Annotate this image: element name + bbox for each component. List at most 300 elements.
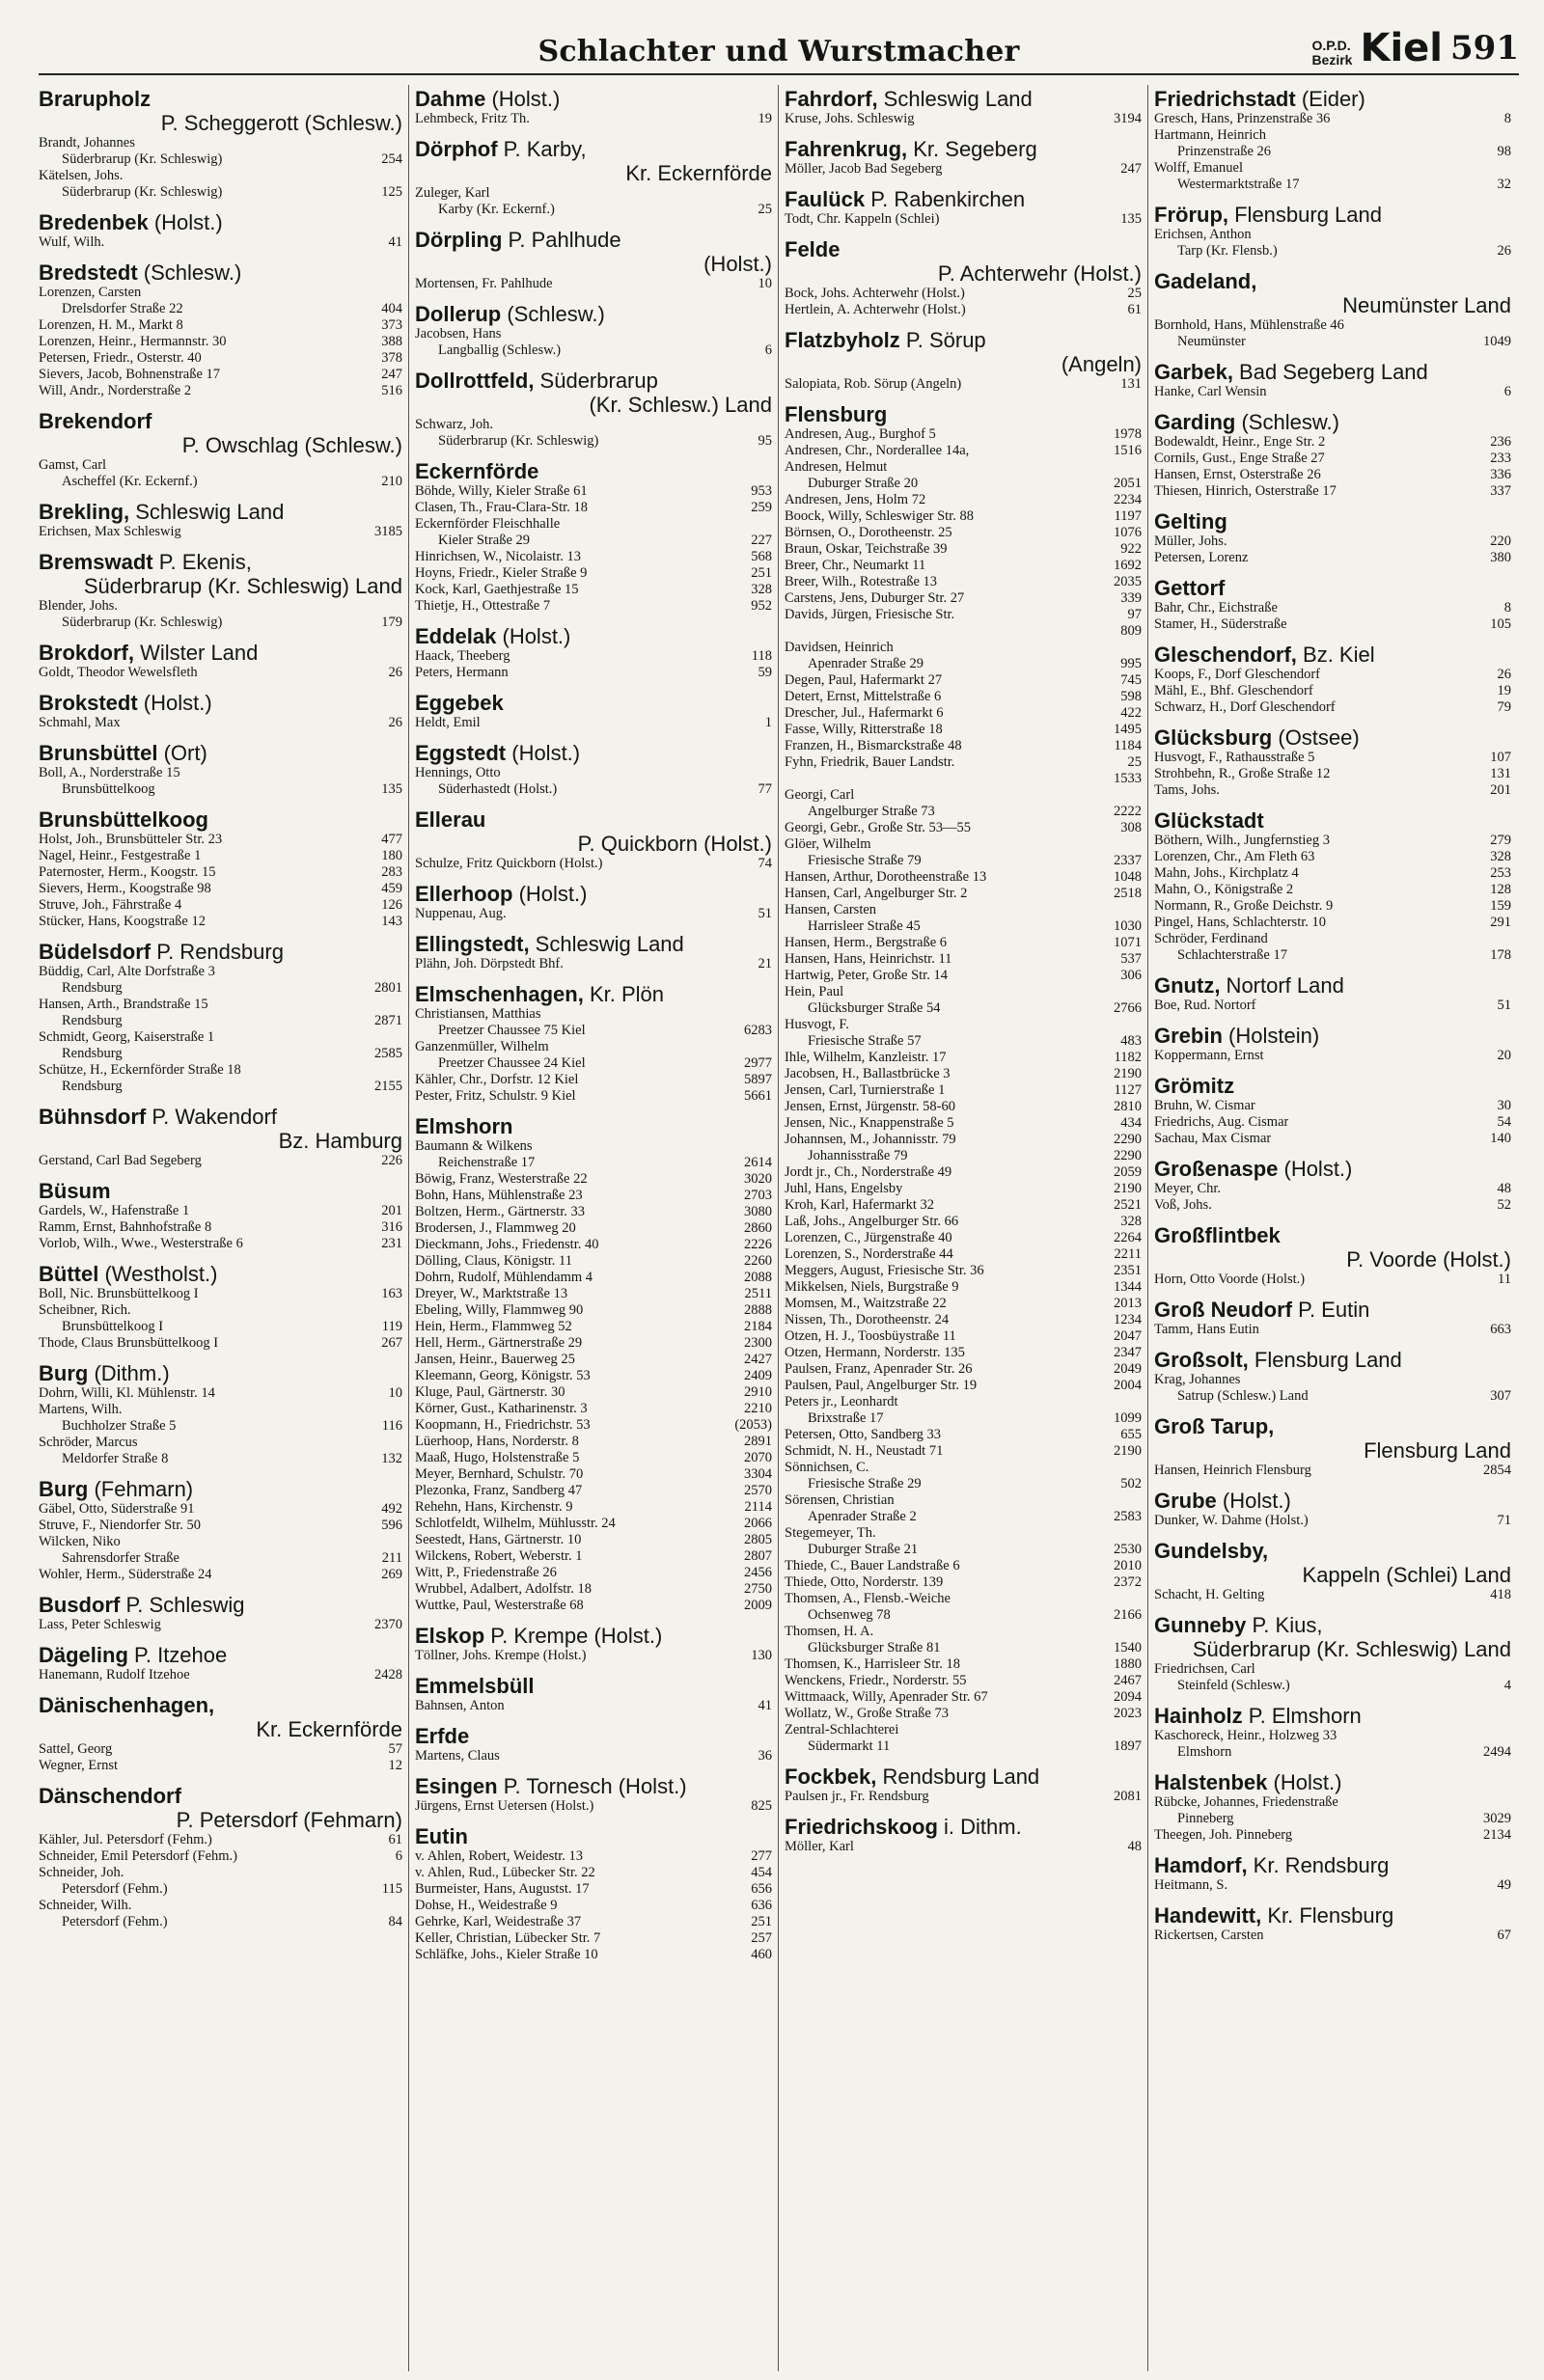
- listing-row: [1154, 947, 1511, 964]
- phone-number: 2456: [744, 1565, 772, 1580]
- phone-number: 19: [758, 111, 772, 126]
- listing-name: Angelburger Straße 73: [808, 804, 935, 819]
- place-heading: [415, 137, 772, 161]
- place-heading: [39, 1361, 402, 1385]
- phone-number: 2009: [744, 1598, 772, 1613]
- place-heading: [39, 550, 402, 574]
- phone-number: 143: [381, 914, 402, 929]
- place-heading: [39, 87, 402, 111]
- place-heading: [415, 228, 772, 252]
- phone-number: 2351: [1114, 1263, 1142, 1278]
- place-block: [39, 550, 402, 631]
- listing-name: Jordt jr., Ch., Norderstraße 49: [785, 1164, 952, 1180]
- listing-name: Kleemann, Georg, Königstr. 53: [415, 1368, 591, 1383]
- listing-name: Horn, Otto Voorde (Holst.): [1154, 1272, 1306, 1287]
- listing-name: Lorenzen, Chr., Am Fleth 63: [1154, 849, 1315, 864]
- listing-name: Hansen, Arth., Brandstraße 15: [39, 997, 208, 1012]
- listing-name: Hinrichsen, W., Nicolaistr. 13: [415, 549, 581, 564]
- opd-line2: Bezirk: [1311, 52, 1353, 68]
- phone-number: 2427: [744, 1352, 772, 1367]
- listing-row: [1154, 483, 1511, 500]
- place-block: [1154, 1853, 1511, 1894]
- place-name: Dägeling: [39, 1643, 128, 1667]
- phone-number: 596: [381, 1518, 402, 1533]
- place-name: Bredenbek: [39, 210, 149, 234]
- listing-row: [415, 1914, 772, 1930]
- phone-number: 128: [1490, 882, 1511, 897]
- phone-number: 61: [1127, 302, 1142, 317]
- listing-name: Tarp (Kr. Flensb.): [1177, 243, 1278, 259]
- listing-row: [39, 980, 402, 997]
- listing-row: [415, 715, 772, 731]
- listing-name: Bruhn, W. Cismar: [1154, 1098, 1255, 1113]
- phone-number: 516: [381, 383, 402, 398]
- place-name: Brunsbüttel: [39, 741, 158, 765]
- phone-number: 328: [751, 582, 772, 597]
- listing-row: [415, 1401, 772, 1417]
- phone-number: 1692: [1114, 558, 1142, 573]
- listing-name: Kieler Straße 29: [438, 533, 531, 548]
- listing-name: Westermarktstraße 17: [1177, 177, 1300, 192]
- listing-row: [785, 623, 1142, 640]
- listing-row: [785, 1197, 1142, 1214]
- place-name: Burg: [39, 1477, 89, 1501]
- listing-row: [785, 640, 1142, 656]
- listing-row: [415, 1930, 772, 1947]
- phone-number: 2854: [1483, 1463, 1511, 1478]
- listing-row: [785, 918, 1142, 935]
- phone-number: 257: [751, 1930, 772, 1946]
- listing-name: Schlachterstraße 17: [1177, 947, 1287, 963]
- place-postal-line: P. Owschlag (Schlesw.): [181, 433, 402, 457]
- phone-number: 1071: [1114, 935, 1142, 950]
- place-postal: (Holst.): [512, 882, 588, 906]
- listing-name: Wittmaack, Willy, Apenrader Str. 67: [785, 1689, 988, 1705]
- listing-name: Gresch, Hans, Prinzenstraße 36: [1154, 111, 1331, 126]
- place-block: [1154, 509, 1511, 566]
- listing-row: [415, 549, 772, 565]
- listing-name: Kähler, Jul. Petersdorf (Fehm.): [39, 1832, 212, 1847]
- listing-name: Friesische Straße 79: [808, 853, 922, 868]
- listing-row: [39, 1219, 402, 1236]
- place-postal-line: P. Scheggerott (Schlesw.): [160, 111, 402, 135]
- place-postal: (Fehmarn): [88, 1477, 194, 1501]
- place-block: [39, 500, 402, 540]
- listing-name: Stücker, Hans, Koogstraße 12: [39, 914, 206, 929]
- listing-name: Sönnichsen, C.: [785, 1460, 869, 1475]
- listing-name: Cornils, Gust., Enge Straße 27: [1154, 451, 1325, 466]
- listing-name: Sörensen, Christian: [785, 1492, 895, 1508]
- place-postal: Nortorf Land: [1220, 973, 1344, 998]
- place-postal: (Holst.): [506, 741, 581, 765]
- phone-number: 236: [1490, 434, 1511, 450]
- listing-name: Apenrader Straße 2: [808, 1509, 917, 1524]
- phone-number: 36: [758, 1748, 772, 1764]
- listing-name: Satrup (Schlesw.) Land: [1177, 1388, 1309, 1404]
- place-postal-line: Süderbrarup (Kr. Schleswig) Land: [1192, 1637, 1511, 1661]
- phone-number: 995: [1120, 656, 1142, 671]
- columns: [39, 85, 1519, 2371]
- phone-number: 25: [1127, 286, 1142, 301]
- phone-number: 1076: [1114, 525, 1142, 540]
- listing-row: [39, 598, 402, 615]
- place-name: Burg: [39, 1361, 89, 1385]
- listing-name: Salopiata, Rob. Sörup (Angeln): [785, 376, 962, 392]
- listing-row: [785, 1476, 1142, 1492]
- listing-name: Voß, Johs.: [1154, 1197, 1212, 1213]
- phone-number: 74: [758, 856, 772, 871]
- listing-name: Husvogt, F.: [785, 1017, 849, 1032]
- phone-number: 291: [1490, 915, 1511, 930]
- listing-row: [1154, 227, 1511, 243]
- phone-number: 2583: [1114, 1509, 1142, 1524]
- place-heading: [39, 1784, 402, 1808]
- listing-name: Witt, P., Friedenstraße 26: [415, 1565, 557, 1580]
- phone-number: 98: [1497, 144, 1511, 159]
- listing-row: [39, 1617, 402, 1633]
- place-heading: [415, 1624, 772, 1648]
- listing-name: Boock, Willy, Schleswiger Str. 88: [785, 508, 974, 524]
- listing-row: [39, 1881, 402, 1898]
- listing-row: [785, 1427, 1142, 1443]
- listing-row: [39, 1418, 402, 1435]
- place-postal: (Schlesw.): [137, 260, 242, 285]
- place-heading: [1154, 509, 1511, 533]
- place-heading: [785, 87, 1142, 111]
- phone-number: 2337: [1114, 853, 1142, 868]
- phone-number: 2260: [744, 1253, 772, 1269]
- listing-row: [39, 334, 402, 350]
- listing-name: Hanemann, Rudolf Itzehoe: [39, 1667, 190, 1682]
- listing-row: [415, 417, 772, 433]
- listing-name: Kluge, Paul, Gärtnerstr. 30: [415, 1384, 565, 1400]
- listing-row: [785, 1099, 1142, 1115]
- listing-name: Boll, Nic. Brunsbüttelkoog I: [39, 1286, 199, 1301]
- listing-name: Thiede, Otto, Norderstr. 139: [785, 1574, 944, 1590]
- phone-number: 8: [1503, 111, 1511, 126]
- listing-name: Paulsen, Franz, Apenrader Str. 26: [785, 1361, 973, 1377]
- phone-number: 460: [751, 1947, 772, 1962]
- phone-number: 328: [1120, 1214, 1142, 1229]
- listing-row: [785, 820, 1142, 836]
- place-block: [415, 302, 772, 359]
- place-heading: [415, 982, 772, 1006]
- phone-number: 422: [1120, 705, 1142, 721]
- listing-name: Pingel, Hans, Schlachterstr. 10: [1154, 915, 1327, 930]
- phone-number: 2190: [1114, 1443, 1142, 1459]
- listing-name: Koppermann, Ernst: [1154, 1048, 1264, 1063]
- phone-number: 247: [381, 367, 402, 382]
- listing-row: [415, 1072, 772, 1088]
- place-name: Handewitt,: [1154, 1903, 1262, 1928]
- place-name: Eddelak: [415, 624, 497, 648]
- place-name: Bühnsdorf: [39, 1105, 147, 1129]
- place-postal: (Holst.): [485, 87, 561, 111]
- listing-row: [785, 476, 1142, 492]
- listing-row: [785, 161, 1142, 178]
- phone-number: 107: [1490, 750, 1511, 765]
- place-heading: [39, 1593, 402, 1617]
- listing-row: [415, 765, 772, 781]
- phone-number: 2810: [1114, 1099, 1142, 1114]
- listing-row: [785, 1312, 1142, 1328]
- listing-row: [785, 1591, 1142, 1607]
- phone-number: 3194: [1114, 111, 1142, 126]
- place-heading: [415, 87, 772, 111]
- phone-number: 253: [1490, 865, 1511, 881]
- listing-row: [1154, 782, 1511, 799]
- listing-row: [415, 276, 772, 292]
- place-name: Brarupholz: [39, 87, 152, 111]
- listing-name: Erichsen, Anthon: [1154, 227, 1252, 242]
- listing-name: Heldt, Emil: [415, 715, 481, 730]
- phone-number: 2750: [744, 1581, 772, 1597]
- listing-name: Harrisleer Straße 45: [808, 918, 921, 934]
- place-block: [39, 1179, 402, 1252]
- phone-number: 2013: [1114, 1296, 1142, 1311]
- phone-number: 259: [751, 500, 772, 515]
- listing-row: [785, 689, 1142, 705]
- phone-number: 568: [751, 549, 772, 564]
- listing-name: Tams, Johs.: [1154, 782, 1220, 798]
- listing-name: Dohrn, Rudolf, Mühlendamm 4: [415, 1270, 593, 1285]
- listing-name: Thiesen, Hinrich, Osterstraße 17: [1154, 483, 1337, 499]
- listing-name: Otzen, H. J., Toosbüystraße 11: [785, 1328, 956, 1344]
- place-heading: [39, 1693, 402, 1717]
- listing-row: [1154, 144, 1511, 160]
- phone-number: 6: [764, 342, 772, 358]
- listing-row: [39, 615, 402, 631]
- place-block: [1154, 1539, 1511, 1603]
- listing-row: [1154, 1811, 1511, 1827]
- listing-row: [785, 754, 1142, 771]
- phone-number: 3185: [374, 524, 402, 539]
- listing-name: Stegemeyer, Th.: [785, 1525, 876, 1541]
- listing-name: Juhl, Hans, Engelsby: [785, 1181, 903, 1196]
- listing-row: [1154, 882, 1511, 898]
- phone-number: 1099: [1114, 1410, 1142, 1426]
- place-postal-line: Süderbrarup (Kr. Schleswig) Land: [83, 574, 402, 598]
- listing-row: [1154, 317, 1511, 334]
- place-block: [39, 1784, 402, 1930]
- place-heading: [1154, 1903, 1511, 1928]
- phone-number: 953: [751, 483, 772, 499]
- phone-number: 2511: [744, 1286, 772, 1301]
- phone-number: 502: [1120, 1476, 1142, 1491]
- phone-number: 267: [381, 1335, 402, 1351]
- listing-row: [415, 433, 772, 450]
- listing-row: [1154, 667, 1511, 683]
- phone-number: 2570: [744, 1483, 772, 1498]
- listing-name: Mähl, E., Bhf. Gleschendorf: [1154, 683, 1313, 698]
- listing-row: [39, 1153, 402, 1169]
- place-block: [415, 691, 772, 731]
- listing-name: Prinzenstraße 26: [1177, 144, 1272, 159]
- place-postal: Rendsburg Land: [876, 1764, 1040, 1789]
- listing-name: Jacobsen, Hans: [415, 326, 502, 342]
- listing-name: Reichenstraße 17: [438, 1155, 536, 1170]
- listing-row: [415, 1023, 772, 1039]
- phone-number: 48: [1497, 1181, 1511, 1196]
- listing-name: Krag, Johannes: [1154, 1372, 1241, 1387]
- listing-row: [785, 1017, 1142, 1033]
- phone-number: 492: [381, 1501, 402, 1517]
- listing-row: [415, 665, 772, 681]
- place-name: Felde: [785, 237, 841, 261]
- listing-row: [1154, 127, 1511, 144]
- phone-number: 2521: [1114, 1197, 1142, 1213]
- phone-number: 97: [1127, 607, 1142, 622]
- listing-name: Hanke, Carl Wensin: [1154, 384, 1267, 399]
- listing-name: Jansen, Heinr., Bauerweg 25: [415, 1352, 575, 1367]
- listing-row: [39, 864, 402, 881]
- listing-name: Dohse, H., Weidestraße 9: [415, 1898, 558, 1913]
- listing-row: [39, 1079, 402, 1095]
- place-heading: [39, 691, 402, 715]
- listing-name: Maaß, Hugo, Holstenstraße 5: [415, 1450, 580, 1465]
- listing-name: Bornhold, Hans, Mühlenstraße 46: [1154, 317, 1344, 333]
- listing-row: [1154, 111, 1511, 127]
- phone-number: 2023: [1114, 1706, 1142, 1721]
- place-heading: [39, 409, 402, 433]
- listing-row: [785, 1443, 1142, 1460]
- listing-row: [785, 1607, 1142, 1624]
- phone-number: 163: [381, 1286, 402, 1301]
- phone-number: 233: [1490, 451, 1511, 466]
- listing-row: [1154, 1513, 1511, 1529]
- phone-number: 404: [381, 301, 402, 316]
- place-postal-line: Bz. Hamburg: [278, 1129, 402, 1153]
- listing-name: Bohn, Hans, Mühlenstraße 23: [415, 1188, 583, 1203]
- place-postal: P. Rendsburg: [151, 940, 284, 964]
- place-heading: [1154, 1298, 1511, 1322]
- listing-row: [785, 1164, 1142, 1181]
- phone-number: 84: [388, 1914, 402, 1929]
- place-block: [415, 228, 772, 292]
- phone-number: 316: [381, 1219, 402, 1235]
- listing-row: [785, 211, 1142, 228]
- listing-row: [785, 1263, 1142, 1279]
- phone-number: 4: [1503, 1678, 1511, 1693]
- phone-number: 663: [1490, 1322, 1511, 1337]
- place-name: Eckernförde: [415, 459, 539, 483]
- listing-row: [785, 1230, 1142, 1246]
- place-postal-line: P. Voorde (Holst.): [1346, 1247, 1511, 1272]
- listing-name: Boll, A., Norderstraße 15: [39, 765, 180, 780]
- place-heading: [39, 641, 402, 665]
- listing-row: [415, 342, 772, 359]
- listing-row: [785, 935, 1142, 951]
- place-name: Eggstedt: [415, 741, 507, 765]
- listing-row: [1154, 1322, 1511, 1338]
- phone-number: 41: [388, 234, 402, 250]
- listing-name: Rübcke, Johannes, Friedenstraße: [1154, 1794, 1338, 1810]
- place-postal: P. Eutin: [1292, 1298, 1370, 1322]
- place-postal: P. Karby,: [497, 137, 587, 161]
- phone-number: 132: [381, 1451, 402, 1466]
- place-postal-line: (Kr. Schlesw.) Land: [589, 393, 772, 417]
- listing-name: Böhde, Willy, Kieler Straße 61: [415, 483, 588, 499]
- phone-number: 2190: [1114, 1066, 1142, 1081]
- listing-name: Thomsen, A., Flensb.-Weiche: [785, 1591, 951, 1606]
- place-block: [1154, 1298, 1511, 1338]
- phone-number: 5661: [744, 1088, 772, 1104]
- listing-name: Heitmann, S.: [1154, 1877, 1228, 1893]
- listing-name: Lass, Peter Schleswig: [39, 1617, 161, 1632]
- listing-name: Mortensen, Fr. Pahlhude: [415, 276, 553, 291]
- listing-name: Thomsen, H. A.: [785, 1624, 874, 1639]
- place-block: [39, 1477, 402, 1583]
- place-postal: (Holstein): [1222, 1024, 1320, 1048]
- phone-number: 328: [1490, 849, 1511, 864]
- listing-row: [39, 1914, 402, 1930]
- listing-name: Andresen, Chr., Norderallee 14a,: [785, 443, 970, 458]
- phone-number: 179: [381, 615, 402, 630]
- place-name: Fahrdorf,: [785, 87, 878, 111]
- listing-name: Ochsenweg 78: [808, 1607, 891, 1623]
- phone-number: 11: [1498, 1272, 1511, 1287]
- listing-name: Gamst, Carl: [39, 457, 107, 473]
- phone-number: 41: [758, 1698, 772, 1713]
- listing-name: Kroh, Karl, Hafermarkt 32: [785, 1197, 935, 1213]
- phone-number: 201: [1490, 782, 1511, 798]
- listing-row: [785, 459, 1142, 476]
- phone-number: 227: [751, 533, 772, 548]
- phone-number: 118: [751, 648, 772, 664]
- listing-row: [785, 1132, 1142, 1148]
- listing-name: Friedrichs, Aug. Cismar: [1154, 1114, 1289, 1130]
- place-heading: [1154, 1348, 1511, 1372]
- place-heading: [415, 624, 772, 648]
- listing-row: [1154, 1728, 1511, 1744]
- listing-row: [785, 1361, 1142, 1378]
- listing-row: [39, 350, 402, 367]
- place-block: [1154, 1613, 1511, 1694]
- place-name: Brokdorf,: [39, 641, 134, 665]
- listing-name: Schacht, H. Gelting: [1154, 1587, 1265, 1602]
- place-postal: (Schlesw.): [501, 302, 605, 326]
- place-name: Erfde: [415, 1724, 470, 1748]
- page-number: 591: [1450, 29, 1519, 68]
- listing-row: [1154, 1928, 1511, 1944]
- listing-row: [415, 1450, 772, 1466]
- place-block: [39, 641, 402, 681]
- place-name: Flensburg: [785, 402, 888, 426]
- phone-number: 1533: [1114, 771, 1142, 786]
- listing-row: [1154, 451, 1511, 467]
- listing-row: [39, 1898, 402, 1914]
- place-block: [1154, 1903, 1511, 1944]
- listing-name: Süderbrarup (Kr. Schleswig): [62, 184, 223, 200]
- listing-name: Ebeling, Willy, Flammweg 90: [415, 1302, 584, 1318]
- place-block: [785, 1815, 1142, 1855]
- listing-row: [785, 1082, 1142, 1099]
- place-postal-line: Kr. Eckernförde: [625, 161, 772, 185]
- listing-name: Bahr, Chr., Eichstraße: [1154, 600, 1278, 616]
- listing-row: [39, 1832, 402, 1848]
- phone-number: 51: [758, 906, 772, 921]
- listing-name: Ganzenmüller, Wilhelm: [415, 1039, 549, 1054]
- listing-row: [1154, 1827, 1511, 1844]
- phone-number: 131: [1120, 376, 1142, 392]
- listing-row: [39, 1029, 402, 1046]
- listing-row: [415, 1055, 772, 1072]
- listing-row: [415, 1138, 772, 1155]
- column-3: [778, 85, 1147, 2371]
- listing-name: Paulsen jr., Fr. Rendsburg: [785, 1789, 929, 1804]
- phone-number: 2047: [1114, 1328, 1142, 1344]
- listing-name: Degen, Paul, Hafermarkt 27: [785, 672, 943, 688]
